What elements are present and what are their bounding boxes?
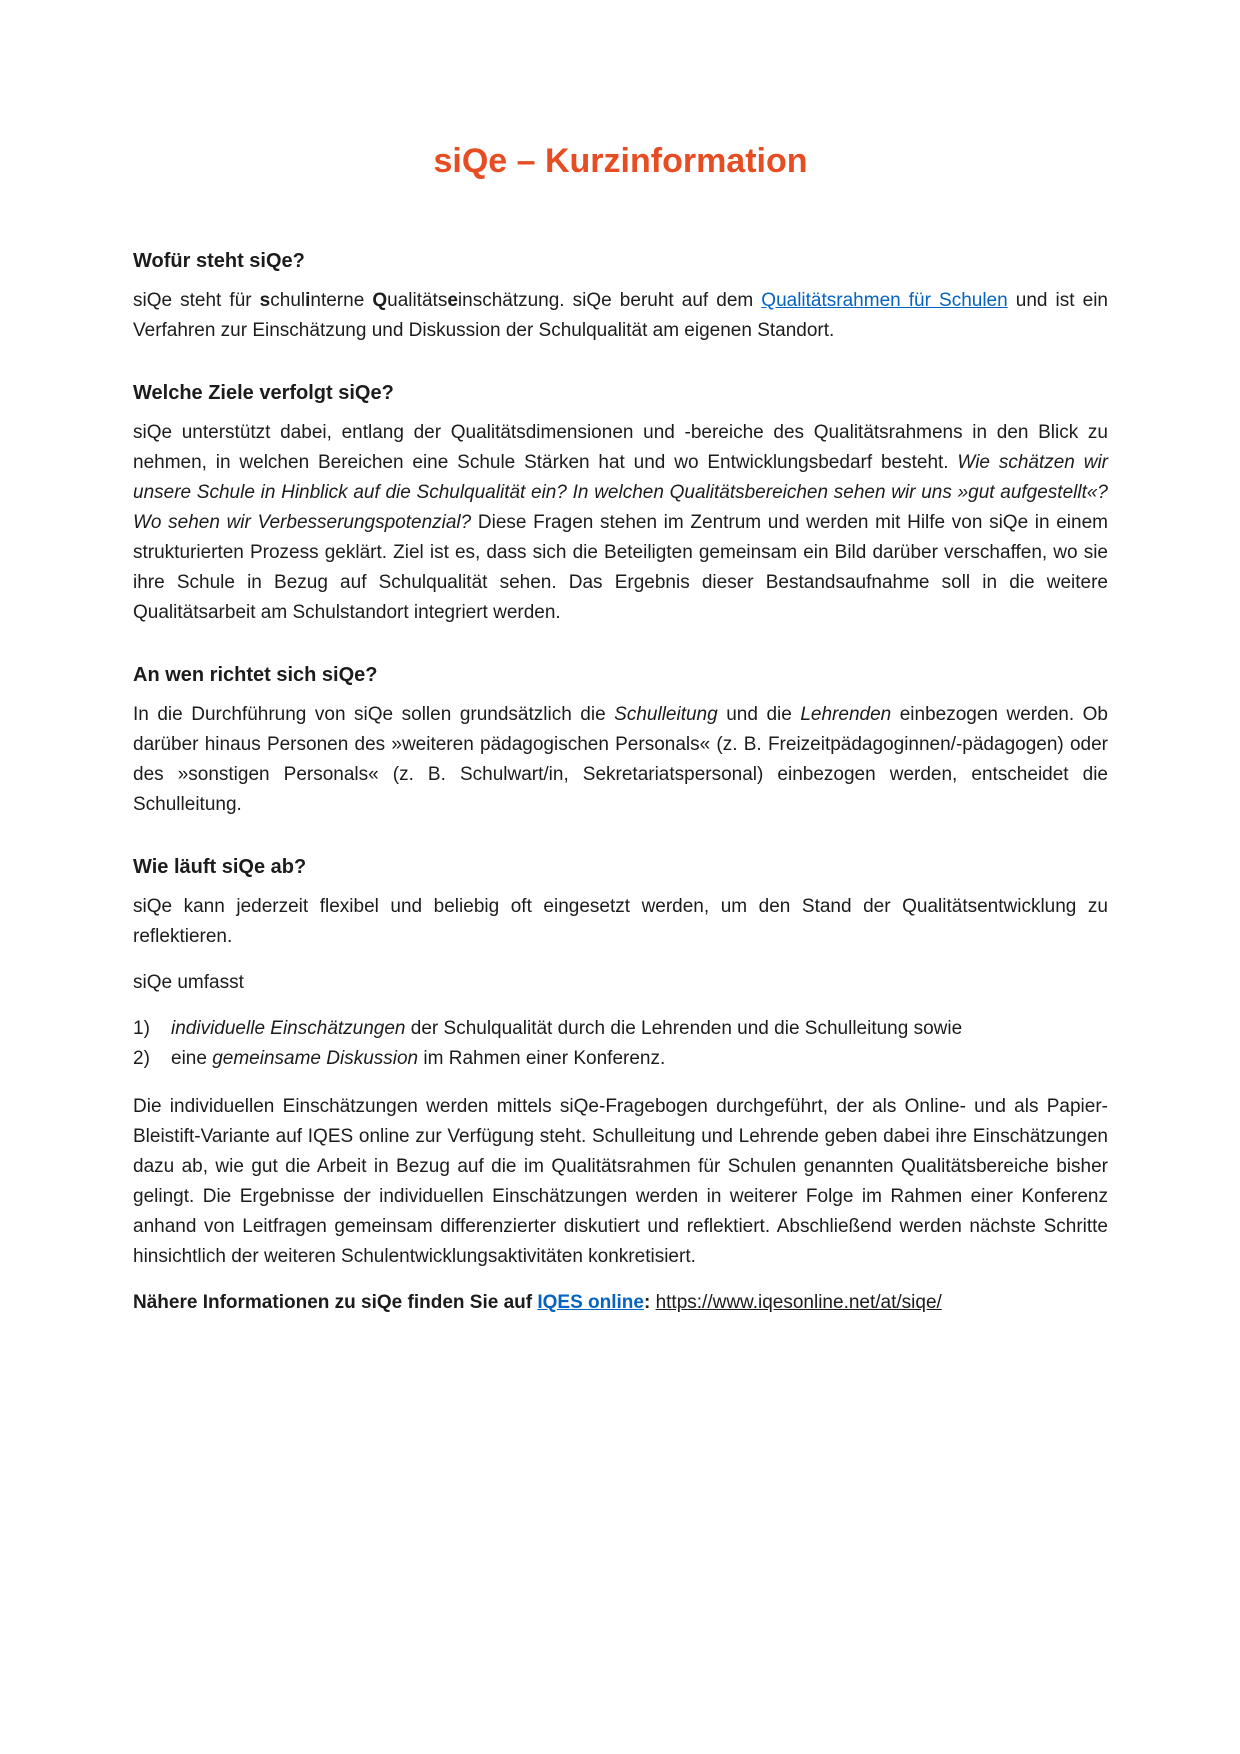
document-section [133,1288,1108,1318]
paragraph [133,700,1108,820]
list-item [133,1014,1108,1044]
text-run: Lehrenden [800,704,892,725]
text-run: siQe umfasst [133,972,244,993]
iqes-online-link[interactable]: IQES online [537,1292,644,1313]
paragraph [133,1092,1108,1272]
document-section [133,662,1108,820]
text-run: Wie schätzen wir unsere Schule in Hinblick auf die Schulqualität ein? In welchen Qualitätsbereichen sehen wir uns »gut aufgestellt«? Wo sehen wir Verbesserungspotenzial? [133,452,1108,533]
text-run: der Schulqualität durch die Lehrenden und die Schulleitung sowie [405,1018,963,1039]
text-run: einbezogen werden. Ob darüber hinaus Personen des »weiteren pädagogischen Personals« (z. B. Freizeitpädagoginnen/-pädagogen) oder des »sonstigen Personals« (z. B. Schulwart/in, Sekretariatspersonal) einbezogen werden, entscheidet die Schulleitung. [133,704,1108,815]
list-number: 2) [133,1048,150,1069]
paragraph [133,968,1108,998]
document-section [133,248,1108,346]
numbered-list [133,1014,1108,1074]
document-body [133,248,1108,1318]
text-run: Die individuellen Einschätzungen werden mittels siQe-Fragebogen durchgeführt, der als Online- und als Papier-Bleistift-Variante auf IQES online zur Verfügung steht. Schulleitung und Lehrende geben dabei ihre Einschätzungen dazu ab, wie gut die Arbeit in Bezug auf die im Qualitätsrahmen für Schulen genannten Qualitätsbereiche bisher gelingt. Die Ergebnisse der individuellen Einschätzungen werden in weiterer Folge im Rahmen einer Konferenz anhand von Leitfragen gemeinsam differenzierter diskutiert und reflektiert. Abschließend werden nächste Schritte hinsichtlich der weiteren Schulentwicklungsaktivitäten konkretisiert. [133,1096,1108,1267]
list-item-text [171,1044,1108,1074]
text-run: chul [270,290,306,311]
text-run: gemeinsame Diskussion [212,1048,419,1069]
text-run: s [259,290,271,311]
text-run: individuelle Einschätzungen [171,1018,406,1039]
section-heading: Welche Ziele verfolgt siQe? [133,382,394,404]
text-run: und ist ein Verfahren zur Einschätzung und Diskussion der Schulqualität am eigenen Standort. [133,290,1108,341]
text-run: nterne [310,290,373,311]
document-title: siQe – Kurzinformation [433,142,808,180]
text-run: siQe steht für [133,290,260,311]
document-section [133,854,1108,1272]
text-run: im Rahmen einer Konferenz. [418,1048,666,1069]
text-run: eine [171,1048,213,1069]
qualitaetsrahmen-link[interactable]: Qualitätsrahmen für Schulen [761,290,1008,311]
text-run: e [447,290,458,311]
text-run: Schulleitung [614,704,718,725]
text-run: siQe kann jederzeit flexibel und beliebig oft eingesetzt werden, um den Stand der Qualitätsentwicklung zu reflektieren. [133,896,1108,947]
text-run: Q [372,290,388,311]
iqes-url-link[interactable]: https://www.iqesonline.net/at/siqe/ [655,1292,942,1313]
document-section [133,380,1108,628]
paragraph [133,418,1108,628]
text-run: ualitäts [387,290,448,311]
text-run: i [305,290,311,311]
text-run: : [643,1292,656,1313]
text-run: siQe unterstützt dabei, entlang der Qualitätsdimensionen und -bereiche des Qualitätsrahmens in den Blick zu nehmen, in welchen Bereichen eine Schule Stärken hat und wo Entwicklungsbedarf besteht. [133,422,1108,473]
paragraph [133,892,1108,952]
paragraph [133,1288,1108,1318]
section-heading: Wie läuft siQe ab? [133,856,307,878]
section-heading: Wofür steht siQe? [133,250,305,272]
paragraph [133,286,1108,346]
list-number: 1) [133,1018,150,1039]
text-run: inschätzung. siQe beruht auf dem [457,290,762,311]
section-heading: An wen richtet sich siQe? [133,664,378,686]
text-run: und die [717,704,801,725]
text-run: Nähere Informationen zu siQe finden Sie auf [133,1292,538,1313]
text-run: Diese Fragen stehen im Zentrum und werden mit Hilfe von siQe in einem strukturierten Prozess geklärt. Ziel ist es, dass sich die Beteiligten gemeinsam ein Bild darüber verschaffen, wo sie ihre Schule in Bezug auf Schulqualität sehen. Das Ergebnis dieser Bestandsaufnahme soll in die weitere Qualitätsarbeit am Schulstandort integriert werden. [133,512,1108,623]
list-item-text [171,1014,1108,1044]
list-item [133,1044,1108,1074]
text-run: In die Durchführung von siQe sollen grundsätzlich die [133,704,615,725]
